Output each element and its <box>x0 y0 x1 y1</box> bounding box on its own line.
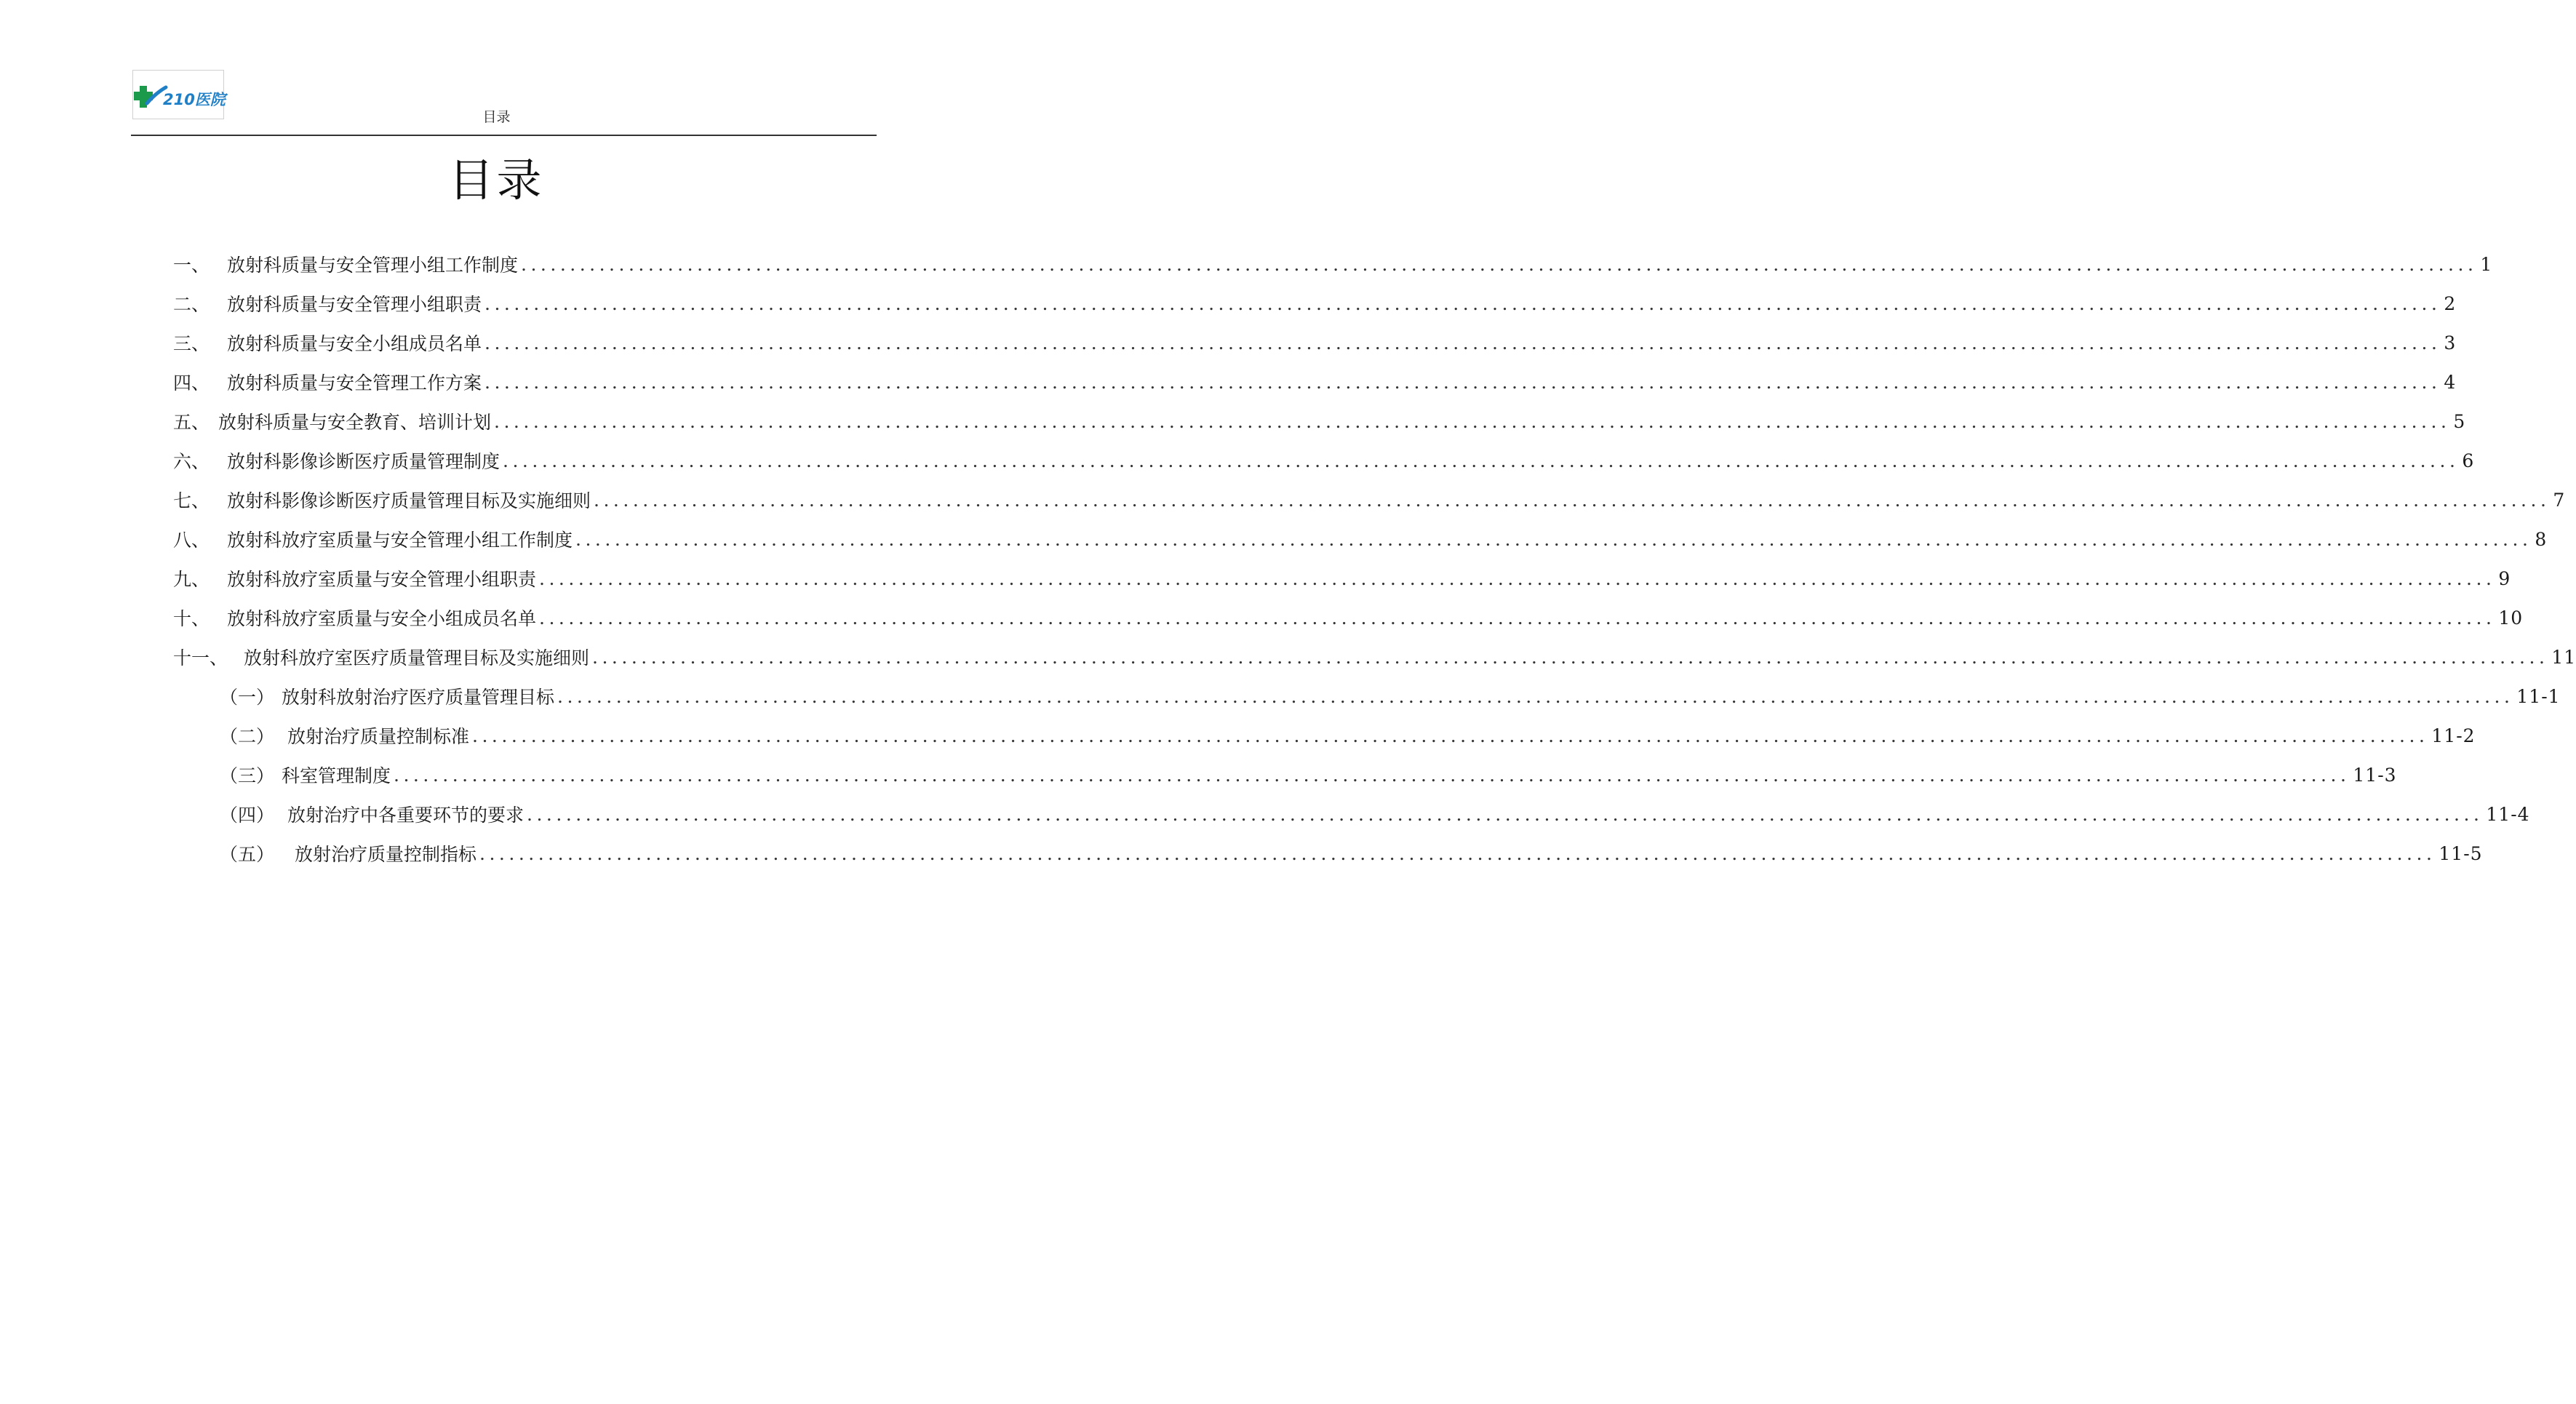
toc-page-number: 11 <box>2551 646 2576 668</box>
toc-entry-title: 放射治疗质量控制指标 <box>295 844 477 865</box>
toc-dot-leader: ........................................................................................................................................................................................................ <box>539 567 2496 589</box>
toc-subentry[interactable] <box>220 799 2530 829</box>
running-header: 目录 <box>482 109 511 125</box>
toc-entry-number: 八、 <box>173 530 210 551</box>
toc-dot-leader: ........................................................................................................................................................................................................ <box>485 332 2441 354</box>
toc-entry[interactable] <box>173 603 2524 632</box>
toc-page-number: 4 <box>2444 371 2457 393</box>
toc-dot-leader: ........................................................................................................................................................................................................ <box>592 646 2549 668</box>
toc-entry-title: 放射治疗中各重要环节的要求 <box>287 805 525 826</box>
toc-page-number: 11-4 <box>2486 803 2530 825</box>
toc-page-number: 9 <box>2498 567 2511 589</box>
toc-dot-leader: ........................................................................................................................................................................................................ <box>539 607 2496 629</box>
toc-subentry[interactable] <box>220 721 2476 750</box>
toc-dot-leader: ........................................................................................................................................................................................................ <box>527 803 2484 825</box>
toc-entry[interactable] <box>173 446 2475 475</box>
toc-page-number: 10 <box>2498 607 2524 629</box>
toc-entry-number: 三、 <box>173 333 210 354</box>
toc-subentry[interactable] <box>220 760 2397 789</box>
toc-page-number: 8 <box>2535 528 2548 550</box>
toc-entry-title: 放射科质量与安全管理工作方案 <box>227 372 482 394</box>
toc-page-number: 6 <box>2462 450 2475 471</box>
toc-page-number: 3 <box>2444 332 2457 354</box>
toc-dot-leader: ........................................................................................................................................................................................................ <box>472 725 2429 746</box>
toc-entry-title: 放射科质量与安全管理小组职责 <box>227 294 482 315</box>
toc-dot-leader: ........................................................................................................................................................................................................ <box>394 764 2350 786</box>
toc-dot-leader: ........................................................................................................................................................................................................ <box>485 371 2441 393</box>
toc-entry-title: 放射治疗质量控制标准 <box>287 726 470 747</box>
toc-entry[interactable] <box>173 642 2576 671</box>
toc-entry-number: （五） <box>220 844 275 865</box>
toc-entry-number: （一） <box>220 687 275 708</box>
toc-entry-title: 放射科质量与安全管理小组工作制度 <box>227 255 519 276</box>
toc-entry-number: 七、 <box>173 490 210 511</box>
toc-entry[interactable] <box>173 564 2511 593</box>
toc-dot-leader: ........................................................................................................................................................................................................ <box>485 292 2441 314</box>
page-title: 目录 <box>448 153 545 207</box>
toc-entry-number: （四） <box>220 805 275 826</box>
toc-entry-number: （三） <box>220 765 275 786</box>
toc-entry-title: 放射科影像诊断医疗质量管理目标及实施细则 <box>227 490 591 511</box>
toc-entry[interactable] <box>173 367 2457 396</box>
toc-dot-leader: ........................................................................................................................................................................................................ <box>479 842 2436 864</box>
toc-entry-title: 放射科质量与安全教育、培训计划 <box>218 412 492 433</box>
toc-entry[interactable] <box>173 250 2493 279</box>
toc-dot-leader: ........................................................................................................................................................................................................ <box>521 253 2478 275</box>
toc-page-number: 11-3 <box>2353 764 2397 786</box>
toc-entry-title: 放射科放疗室质量与安全小组成员名单 <box>227 608 537 629</box>
logo-text: 210医院 <box>163 91 226 108</box>
toc-dot-leader: ........................................................................................................................................................................................................ <box>503 450 2460 471</box>
toc-dot-leader: ........................................................................................................................................................................................................ <box>557 685 2514 707</box>
toc-entry-title: 科室管理制度 <box>282 765 391 786</box>
toc-entry[interactable] <box>173 485 2566 514</box>
toc-entry-title: 放射科质量与安全小组成员名单 <box>227 333 482 354</box>
toc-entry-number: 一、 <box>173 255 210 276</box>
toc-page-number: 11-2 <box>2431 725 2476 746</box>
toc-entry-title: 放射科放疗室医疗质量管理目标及实施细则 <box>244 647 590 669</box>
toc-entry-title: 放射科放射治疗医疗质量管理目标 <box>282 687 555 708</box>
toc-entry-number: 六、 <box>173 451 210 472</box>
toc-page-number: 5 <box>2453 410 2466 432</box>
toc-entry-title: 放射科放疗室质量与安全管理小组职责 <box>227 569 537 590</box>
toc-subentry[interactable] <box>220 682 2561 711</box>
toc-entry[interactable] <box>173 524 2548 554</box>
toc-subentry[interactable] <box>220 839 2483 868</box>
toc-entry[interactable] <box>173 328 2457 357</box>
toc-entry-title: 放射科放疗室质量与安全管理小组工作制度 <box>227 530 573 551</box>
toc-dot-leader: ........................................................................................................................................................................................................ <box>594 489 2551 511</box>
toc-page-number: 11-5 <box>2439 842 2483 864</box>
toc-entry-number: 十、 <box>173 608 210 629</box>
toc-entry-number: （二） <box>220 726 275 747</box>
toc-entry-number: 四、 <box>173 372 210 394</box>
toc-page-number: 1 <box>2480 253 2493 275</box>
toc-page-number: 11-1 <box>2516 685 2561 707</box>
toc-dot-leader: ........................................................................................................................................................................................................ <box>494 410 2451 432</box>
toc-entry-number: 九、 <box>173 569 210 590</box>
toc-entry-number: 二、 <box>173 294 210 315</box>
toc-dot-leader: ........................................................................................................................................................................................................ <box>575 528 2532 550</box>
toc-entry[interactable] <box>173 407 2466 436</box>
toc-entry-number: 十一、 <box>173 647 228 669</box>
toc-entry-title: 放射科影像诊断医疗质量管理制度 <box>227 451 501 472</box>
toc-page-number: 7 <box>2553 489 2566 511</box>
toc-entry[interactable] <box>173 289 2457 318</box>
toc-entry-number: 五、 <box>173 412 210 433</box>
toc-page-number: 2 <box>2444 292 2457 314</box>
